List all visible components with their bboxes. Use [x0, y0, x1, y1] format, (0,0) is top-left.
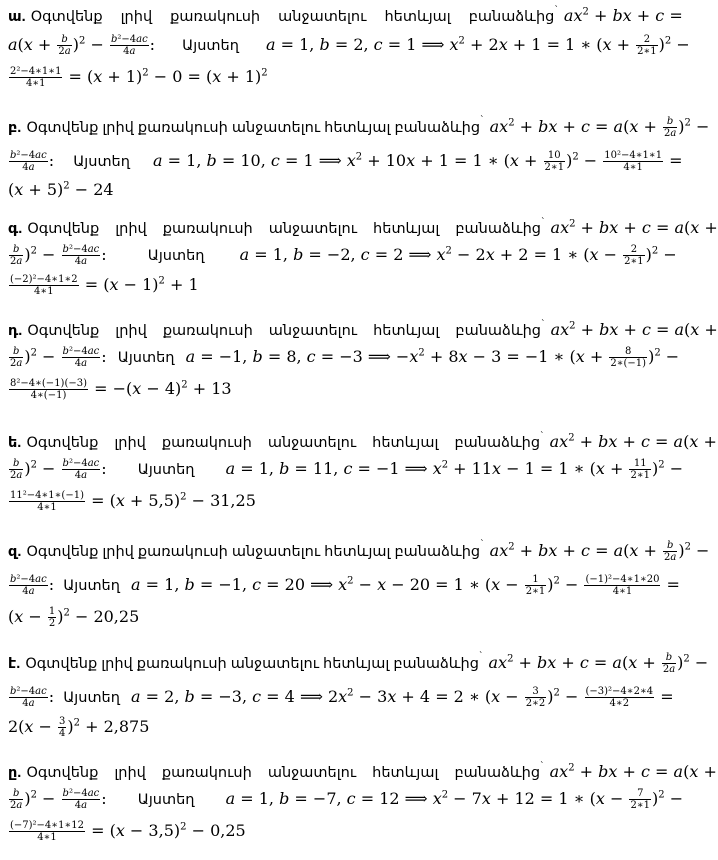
item-letter: գ. — [8, 221, 23, 237]
item-f-line2: $\frac{\text{b²−4ac}}{4a}$ : Այստեղ a = 1, b = −1, c = 20 ⟹ $x^2 - x - 20 = 1$ ∗ (x − $\frac{1}{2∗1}$ )$^2$ − $\frac{\text{(−1)²−4∗1∗20}}{4∗1}$ = — [10, 574, 680, 597]
here-label: Այստեղ — [73, 154, 130, 170]
intro-text: Օգտվենք լրիվ քառակուսի անջատելու հետևյալ բանաձևից — [26, 544, 481, 560]
here-label: Այստեղ — [147, 248, 205, 264]
intro-text: Օգտվենք լրիվ քառակուսի անջատելու հետևյալ բանաձևից — [27, 221, 541, 237]
here-label: Այստեղ — [63, 690, 120, 706]
intro-text: Օգտվենք լրիվ քառակուսի անջատելու հետևյալ բանաձևից — [27, 323, 541, 339]
item-letter: դ. — [8, 323, 23, 339]
item-e-line1: ե. Օգտվենք լրիվ քառակուսի անջատելու հետևյալ բանաձևից` $ax^2$ + bx + c = a(x + — [8, 432, 717, 451]
item-b-line3: $(x + 5)^2 - 24$ — [8, 180, 114, 199]
item-h-line3: $\frac{\text{(−7)²−4∗1∗12}}{4∗1}$ = $(x - 3,5)^2 - 0,25$ — [10, 820, 246, 843]
item-letter: ե. — [8, 435, 22, 451]
item-d-line2: $\frac{b}{2a}$ )$^2$ − $\frac{\text{b²−4ac}}{4a}$ : Այստեղ a = −1, b = 8, c = −3 ⟹ $-x^2 + 8x - 3 = -1$ ∗ (x + $\frac{8}{2∗(-1)}$ )$^2$ − — [10, 346, 680, 369]
item-letter: բ. — [8, 120, 22, 136]
item-g-line2: $\frac{\text{b²−4ac}}{4a}$ : Այստեղ a = 2, b = −3, c = 4 ⟹ $2x^2 - 3x + 4 = 2$ ∗ (x − $\frac{3}{2∗2}$ )$^2$ − $\frac{\text{(−3)²−4∗2∗4}}{4∗2}$ = — [10, 686, 674, 709]
item-a-line3: $\frac{\text{2²−4∗1∗1}}{4∗1}$ = $(x + 1)^2 - 0 = (x + 1)^2$ — [10, 66, 268, 89]
item-letter: ը. — [8, 765, 22, 781]
here-label: Այստեղ — [117, 350, 175, 366]
intro-text: Օգտվենք լրիվ քառակուսի անջատելու հետևյալ բանաձևից — [26, 435, 541, 451]
here-label: Այստեղ — [137, 462, 195, 478]
item-c-line1: գ. Օգտվենք լրիվ քառակուսի անջատելու հետևյալ բանաձևից` $ax^2$ + bx + c = a(x + — [8, 218, 718, 237]
item-c-line2: $\frac{b}{2a}$ )$^2$ − $\frac{\text{b²−4ac}}{4a}$ : Այստեղ a = 1, b = −2, c = 2 ⟹ $x^2 - 2x + 2 = 1$ ∗ (x − $\frac{2}{2∗1}$ )$^2$ − — [10, 244, 677, 267]
item-d-line3: $\frac{\text{8²−4∗(−1)(−3)}}{4∗(-1)}$ = $-(x - 4)^2 + 13$ — [10, 378, 232, 401]
intro-text: Օգտվենք լրիվ քառակուսի անջատելու հետևյալ բանաձևից — [26, 120, 481, 136]
item-g-line1: է. Օգտվենք լրիվ քառակուսի անջատելու հետևյալ բանաձևից` $ax^2$ + bx + c = a(x + $\frac{b}{2a}$ )$^2$ − — [8, 652, 709, 675]
item-letter: է. — [8, 656, 21, 672]
intro-text: Օգտվենք լրիվ քառակուսի անջատելու հետևյալ բանաձևից — [26, 765, 541, 781]
item-a-line2: a(x + $\frac{b}{2a}$ )$^2$ − $\frac{\text{b²−4ac}}{4a}$ : Այստեղ a = 1, b = 2, c = 1 ⟹ $x^2 + 2x + 1 = 1$ ∗ (x + $\frac{2}{2∗1}$ )$^2$ − — [8, 34, 690, 57]
item-letter: ա. — [8, 9, 26, 25]
item-e-line3: $\frac{\text{11²−4∗1∗(−1)}}{4∗1}$ = $(x + 5,5)^2 - 31,25$ — [10, 490, 256, 513]
intro-text: Օգտվենք լրիվ քառակուսի անջատելու հետևյալ բանաձևից — [25, 656, 479, 672]
item-e-line2: $\frac{b}{2a}$ )$^2$ − $\frac{\text{b²−4ac}}{4a}$ : Այստեղ a = 1, b = 11, c = −1 ⟹ $x^2 + 11x - 1 = 1$ ∗ (x + $\frac{11}{2∗1}$ )$^2$ − — [10, 458, 684, 481]
item-h-line2: $\frac{b}{2a}$ )$^2$ − $\frac{\text{b²−4ac}}{4a}$ : Այստեղ a = 1, b = −7, c = 12 ⟹ $x^2 - 7x + 12 = 1$ ∗ (x − $\frac{7}{2∗1}$ )$^2$ − — [10, 788, 684, 811]
here-label: Այստեղ — [63, 578, 120, 594]
item-f-line3: (x − $\frac{1}{2}$ )$^2$ − 20,25 — [8, 606, 140, 629]
here-label: Այստեղ — [182, 38, 239, 54]
here-label: Այստեղ — [137, 792, 195, 808]
item-b-line2: $\frac{\text{b²−4ac}}{4a}$ : Այստեղ a = 1, b = 10, c = 1 ⟹ $x^2 + 10x + 1 = 1$ ∗ (x + $\frac{10}{2∗1}$ )$^2$ − $\frac{\text{10²−4∗1∗1}}{4∗1}$ = — [10, 150, 683, 173]
item-letter: զ. — [8, 544, 22, 560]
item-b-line1: բ. Օգտվենք լրիվ քառակուսի անջատելու հետևյալ բանաձևից` $ax^2$ + bx + c = a(x + $\frac{b}{2a}$ )$^2$ − — [8, 116, 710, 139]
intro-text: Օգտվենք լրիվ քառակուսի անջատելու հետևյալ բանաձևից — [30, 9, 555, 25]
item-d-line1: դ. Օգտվենք լրիվ քառակուսի անջատելու հետևյալ բանաձևից` $ax^2$ + bx + c = a(x + — [8, 320, 718, 339]
item-c-line3: $\frac{\text{(−2)²−4∗1∗2}}{4∗1}$ = $(x - 1)^2 + 1$ — [10, 274, 199, 297]
item-a-line1: ա. Օգտվենք լրիվ քառակուսի անջատելու հետևյալ բանաձևից` $ax^2$ + bx + c = — [8, 6, 683, 25]
item-h-line1: ը. Օգտվենք լրիվ քառակուսի անջատելու հետևյալ բանաձևից` $ax^2$ + bx + c = a(x + — [8, 762, 717, 781]
item-g-line3: 2(x − $\frac{3}{4}$ )$^2$ + 2,875 — [8, 716, 150, 739]
item-f-line1: զ. Օգտվենք լրիվ քառակուսի անջատելու հետևյալ բանաձևից` $ax^2$ + bx + c = a(x + $\frac{b}{2a}$ )$^2$ − — [8, 540, 710, 563]
